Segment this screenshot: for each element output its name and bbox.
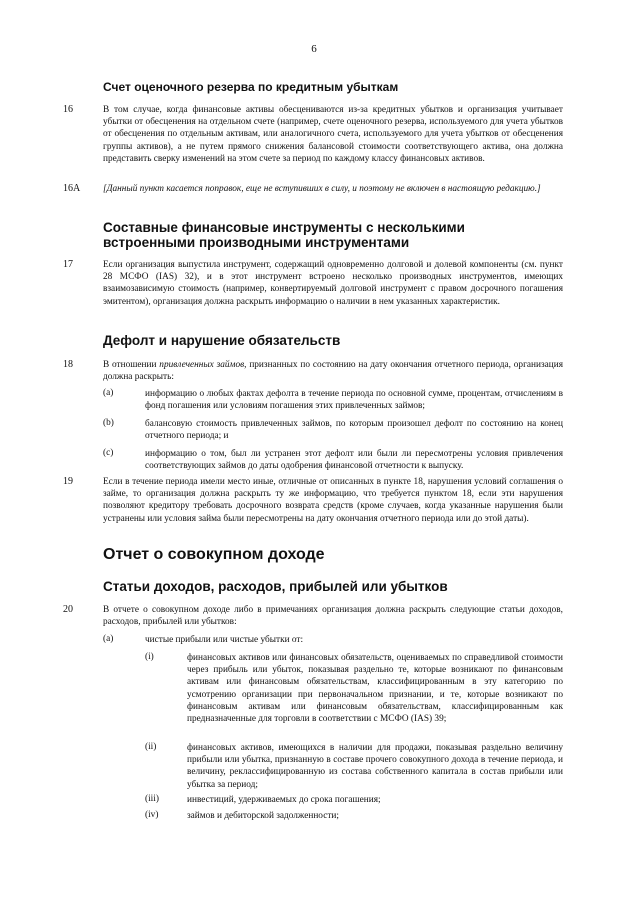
list-item: балансовую стоимость привлеченных займов, по которым произошел дефолт по состоянию на конец отчетного периода; и bbox=[145, 419, 563, 442]
paragraph-16a-text: [Данный пункт касается поправок, еще не вступивших в силу, и поэтому не включен в настоящую редакцию.] bbox=[103, 184, 541, 194]
sublist-label: (iv) bbox=[145, 810, 159, 820]
paragraph-17-text: Если организация выпустила инструмент, содержащий одновременно долговой и долевой компоненты (см. пункт 28 МСФО (IAS) 32), и в этот инструмент встроено несколько производных инструментов, имеющих взаимозависимую стоимость (например, конвертируемый долговой инструмент с правом досрочного погашения эмитентом), организация должна раскрыть информацию о наличии в нем указанных характеристик. bbox=[103, 260, 563, 307]
paragraph-18-intro-a: В отношении bbox=[103, 360, 160, 370]
list-item: чистые прибыли или чистые убытки от: bbox=[145, 635, 304, 645]
list-item: информацию о том, был ли устранен этот дефолт или были ли пересмотрены условия привлечения соответствующих займов до даты одобрения финансовой отчетности к выпуску. bbox=[145, 449, 563, 472]
paragraph-16-text: В том случае, когда финансовые активы обесцениваются из-за кредитных убытков и организация учитывает убытки от обесценения на отдельном счете (например, счете оценочного резерва, используемого для учета убытков от обесценения по отдельным активам, или аналогичного счета, используемого для учета убытков от обесценения группы активов), а не путем прямого снижения балансовой стоимости соответствующего актива, она должна представить сверку изменений на этом счете за период по каждому классу финансовых активов. bbox=[103, 105, 563, 164]
sublist-label: (iii) bbox=[145, 794, 159, 804]
paragraph-19-text: Если в течение периода имели место иные, отличные от описанных в пункте 18, нарушения условий соглашения о займе, то организация должна раскрыть ту же информацию, что требуется пунктом 18, если эти нарушения позволяют кредитору требовать досрочного возврата средств (кроме случаев, когда указанные нарушения были устранены или условия займа были пересмотрены на дату окончания отчетного периода или до этой даты). bbox=[103, 477, 563, 524]
heading-default-and-breaches: Дефолт и нарушение обязательств bbox=[103, 333, 341, 348]
list-label: (b) bbox=[103, 418, 114, 428]
sublist-label: (ii) bbox=[145, 742, 157, 752]
heading-credit-loss-allowance: Счет оценочного резерва по кредитным убыткам bbox=[103, 80, 399, 94]
paragraph-18-intro-italic: привлеченных займов bbox=[159, 360, 245, 370]
paragraph-20-intro: В отчете о совокупном доходе либо в примечаниях организация должна раскрыть следующие статьи доходов, расходов, прибылей или убытков: bbox=[103, 605, 563, 628]
sublist-label: (i) bbox=[145, 652, 154, 662]
paragraph-number-19: 19 bbox=[63, 476, 73, 487]
paragraph-number-16a: 16А bbox=[63, 183, 81, 194]
sublist-item: займов и дебиторской задолженности; bbox=[187, 811, 339, 821]
sublist-item: финансовых активов, имеющихся в наличии для продажи, показывая раздельно величину прибыли или убытка, признанную в составе прочего совокупного дохода в течение периода, и величину, реклассифицированную из состава собственного капитала в состав прибыли или убытка за период; bbox=[187, 743, 563, 790]
heading-comprehensive-income-report: Отчет о совокупном доходе bbox=[103, 546, 325, 563]
heading-income-expense-items: Статьи доходов, расходов, прибылей или убытков bbox=[103, 579, 448, 594]
list-label: (c) bbox=[103, 448, 114, 458]
paragraph-number-17: 17 bbox=[63, 259, 73, 270]
heading-compound-instruments: Составные финансовые инструменты с несколькими встроенными производными инструментами bbox=[103, 220, 465, 250]
page-number: 6 bbox=[311, 43, 317, 55]
sublist-item: инвестиций, удерживаемых до срока погашения; bbox=[187, 795, 381, 805]
paragraph-number-16: 16 bbox=[63, 104, 73, 115]
paragraph-number-18: 18 bbox=[63, 359, 73, 370]
list-item: информацию о любых фактах дефолта в течение периода по основной сумме, процентам, отчислениям в фонд погашения или условиям погашения этих привлеченных займов; bbox=[145, 389, 563, 412]
paragraph-18-intro bbox=[103, 359, 563, 383]
list-label: (a) bbox=[103, 388, 114, 398]
list-label: (a) bbox=[103, 634, 114, 644]
paragraph-number-20: 20 bbox=[63, 604, 73, 615]
sublist-item: финансовых активов или финансовых обязательств, оцениваемых по справедливой стоимости через прибыль или убыток, показывая раздельно те, которые возникают по финансовым активам или финансовым обязательствам, классифицированным в эту категорию по усмотрению организации при первоначальном признании, и те, которые возникают по финансовым активам или финансовым обязательствам, классифицированным как предназначенные для торговли в соответствии с МСФО (IAS) 39; bbox=[187, 653, 563, 725]
paragraph-18-intro-b: , признанных по состоянию на дату окончания отчетного периода, организация должна раскрыть: bbox=[103, 360, 563, 383]
